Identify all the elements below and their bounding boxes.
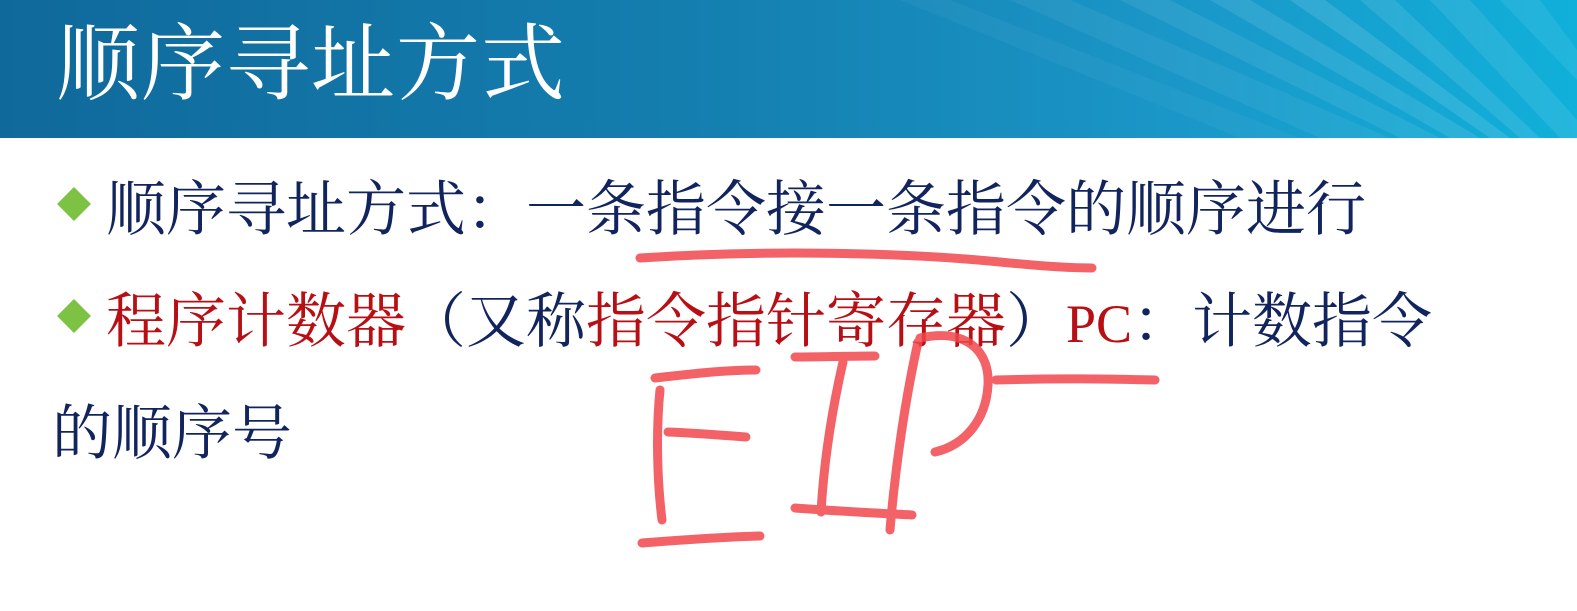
ink-e-bottom bbox=[642, 536, 760, 543]
ink-dash bbox=[996, 379, 1155, 380]
paren-close: ） bbox=[1006, 287, 1066, 357]
paren-open-text: （又称 bbox=[406, 287, 586, 357]
ink-e-middle bbox=[668, 432, 746, 437]
bullet-label: 顺序寻址方式 bbox=[106, 175, 466, 245]
bullet-text: 一条指令接一条指令的顺序进行 bbox=[526, 175, 1366, 245]
bullet-colon: ： bbox=[466, 175, 526, 245]
slide-title: 顺序寻址方式 bbox=[56, 15, 567, 113]
diamond-bullet-icon bbox=[57, 299, 91, 333]
term-pc: PC bbox=[1066, 294, 1133, 354]
bullet-continuation: 的顺序号 bbox=[52, 399, 292, 469]
ink-e-spine bbox=[658, 390, 662, 520]
ink-i-base bbox=[795, 508, 912, 515]
ink-e-top bbox=[655, 370, 756, 378]
ink-underline bbox=[640, 253, 1092, 268]
bullet-item-program-counter bbox=[54, 286, 1432, 358]
bullet-text-part-a: 计数指令 bbox=[1192, 287, 1433, 357]
term-program-counter: 程序计数器 bbox=[106, 287, 406, 357]
term-instruction-pointer-register: 指令指针寄存器 bbox=[586, 287, 1006, 357]
ink-p-stem bbox=[890, 342, 918, 530]
slide-header bbox=[0, 0, 1577, 138]
diamond-bullet-icon bbox=[57, 187, 91, 221]
bullet-colon: ： bbox=[1132, 287, 1193, 357]
ink-i-stem bbox=[821, 362, 843, 512]
bullet-item-sequential-addressing bbox=[54, 174, 1366, 246]
